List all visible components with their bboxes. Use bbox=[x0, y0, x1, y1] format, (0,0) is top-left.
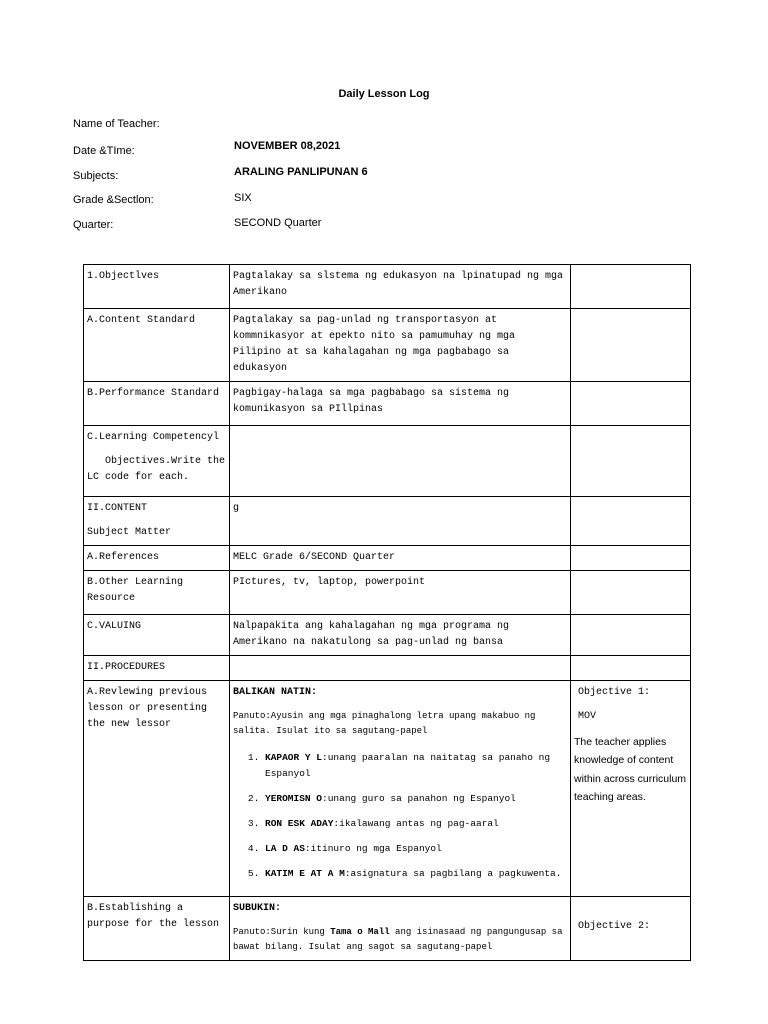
row-label: C.Learning Competencyl bbox=[87, 432, 220, 443]
grade-label: Grade &Sectlon: bbox=[73, 194, 154, 206]
table-row-reviewing bbox=[84, 681, 691, 897]
row-label: A.Revlewing previous lesson or presenting the new lessor bbox=[84, 681, 230, 897]
row-notes-cell bbox=[571, 681, 691, 897]
scrambled-word-list bbox=[233, 750, 567, 883]
row-label: B.Performance Standard bbox=[84, 382, 230, 426]
row-notes bbox=[571, 426, 691, 497]
row-label: A.Content Standard bbox=[84, 309, 230, 382]
row-label-cell bbox=[84, 426, 230, 497]
row-content: Nalpapakita ang kahalagahan ng mga programa ng Amerikano na nakatulong sa pag-unlad ng bansa bbox=[230, 615, 571, 656]
row-notes bbox=[571, 615, 691, 656]
quarter-label: Quarter: bbox=[73, 219, 114, 231]
table-row-content-standard bbox=[84, 309, 691, 382]
row-label: II.CONTENT bbox=[87, 503, 148, 514]
section-heading: SUBUKIN: bbox=[233, 903, 282, 914]
table-row-performance-standard bbox=[84, 382, 691, 426]
row-label: A.References bbox=[84, 546, 230, 571]
row-notes bbox=[571, 546, 691, 571]
objective-label: Objective 1: bbox=[578, 687, 651, 698]
row-sublabel: Subject Matter bbox=[87, 527, 172, 538]
row-content bbox=[230, 656, 571, 681]
grade-value: SIX bbox=[234, 192, 252, 204]
row-sublabel: Objectives.Write the LC code for each. bbox=[87, 456, 226, 483]
row-notes bbox=[571, 265, 691, 309]
subjects-value: ARALING PANLIPUNAN 6 bbox=[234, 166, 368, 178]
row-notes bbox=[571, 497, 691, 546]
table-row-content bbox=[84, 497, 691, 546]
table-row-references bbox=[84, 546, 691, 571]
table-row-purpose bbox=[84, 897, 691, 961]
list-item: 2. YEROMISN O:unang guro sa panahon ng Espanyol bbox=[265, 791, 567, 807]
row-notes-cell bbox=[571, 897, 691, 961]
lesson-log-table bbox=[83, 264, 691, 961]
objective-label: Objective 2: bbox=[578, 921, 651, 932]
section-heading: BALIKAN NATIN: bbox=[233, 687, 318, 698]
row-content: g bbox=[230, 497, 571, 546]
list-item: 3. RON ESK ADAY:ikalawang antas ng pag-aaral bbox=[265, 816, 567, 832]
row-content: PIctures, tv, laptop, powerpoint bbox=[230, 571, 571, 615]
row-label: B.Establishing a purpose for the lesson bbox=[84, 897, 230, 961]
quarter-value: SECOND Quarter bbox=[234, 217, 322, 229]
row-label: C.VALUING bbox=[84, 615, 230, 656]
row-content: Pagbigay-halaga sa mga pagbabago sa sistema ng komunikasyon sa PIllpinas bbox=[230, 382, 571, 426]
row-content-cell bbox=[230, 681, 571, 897]
row-notes bbox=[571, 571, 691, 615]
row-label: II.PROCEDURES bbox=[84, 656, 230, 681]
row-label: B.Other Learning Resource bbox=[84, 571, 230, 615]
row-content: Pagtalakay sa slstema ng edukasyon na lpinatupad ng mga Amerikano bbox=[230, 265, 571, 309]
list-item: 4. LA D AS:itinuro ng mga Espanyol bbox=[265, 841, 567, 857]
table-row-procedures bbox=[84, 656, 691, 681]
objective-note: The teacher applies knowledge of content within across curriculum teaching areas. bbox=[574, 736, 687, 804]
row-content: MELC Grade 6/SECOND Quarter bbox=[230, 546, 571, 571]
row-content: Pagtalakay sa pag-unlad ng transportasyon at kommnikasyor at epekto nito sa pamumuhay ng mga Pilipino at sa kahalagahan ng mga pagbabago sa edukasyon bbox=[230, 309, 571, 382]
mov-label: MOV bbox=[578, 711, 597, 722]
list-item: 5. KATIM E AT A M:asignatura sa pagbilang a pagkuwenta. bbox=[265, 866, 567, 882]
table-row-objectives bbox=[84, 265, 691, 309]
instruction-text: Panuto:Surin kung Tama o Mall ang isinasaad ng pangungusap sa bawat bilang. Isulat ang sagot sa sagutang-papel bbox=[233, 927, 563, 953]
row-content-cell bbox=[230, 897, 571, 961]
document-title: Daily Lesson Log bbox=[338, 88, 430, 100]
row-label: 1.Objectlves bbox=[84, 265, 230, 309]
date-label: Date &TIme: bbox=[73, 145, 135, 157]
row-label-cell bbox=[84, 497, 230, 546]
table-row-learning-competency bbox=[84, 426, 691, 497]
list-item: 1. KAPAOR Y L:unang paaralan na naitatag sa panaho ng Espanyol bbox=[265, 750, 567, 782]
row-content bbox=[230, 426, 571, 497]
table-row-valuing bbox=[84, 615, 691, 656]
row-notes bbox=[571, 309, 691, 382]
teacher-label: Name of Teacher: bbox=[73, 118, 160, 130]
row-notes bbox=[571, 382, 691, 426]
subjects-label: Subjects: bbox=[73, 170, 119, 182]
instruction-text: Panuto:Ayusin ang mga pinaghalong letra upang makabuo ng salita. Isulat ito sa sagutang-papel bbox=[233, 711, 536, 737]
row-notes bbox=[571, 656, 691, 681]
table-row-other-resources bbox=[84, 571, 691, 615]
date-value: NOVEMBER 08,2021 bbox=[234, 140, 341, 152]
